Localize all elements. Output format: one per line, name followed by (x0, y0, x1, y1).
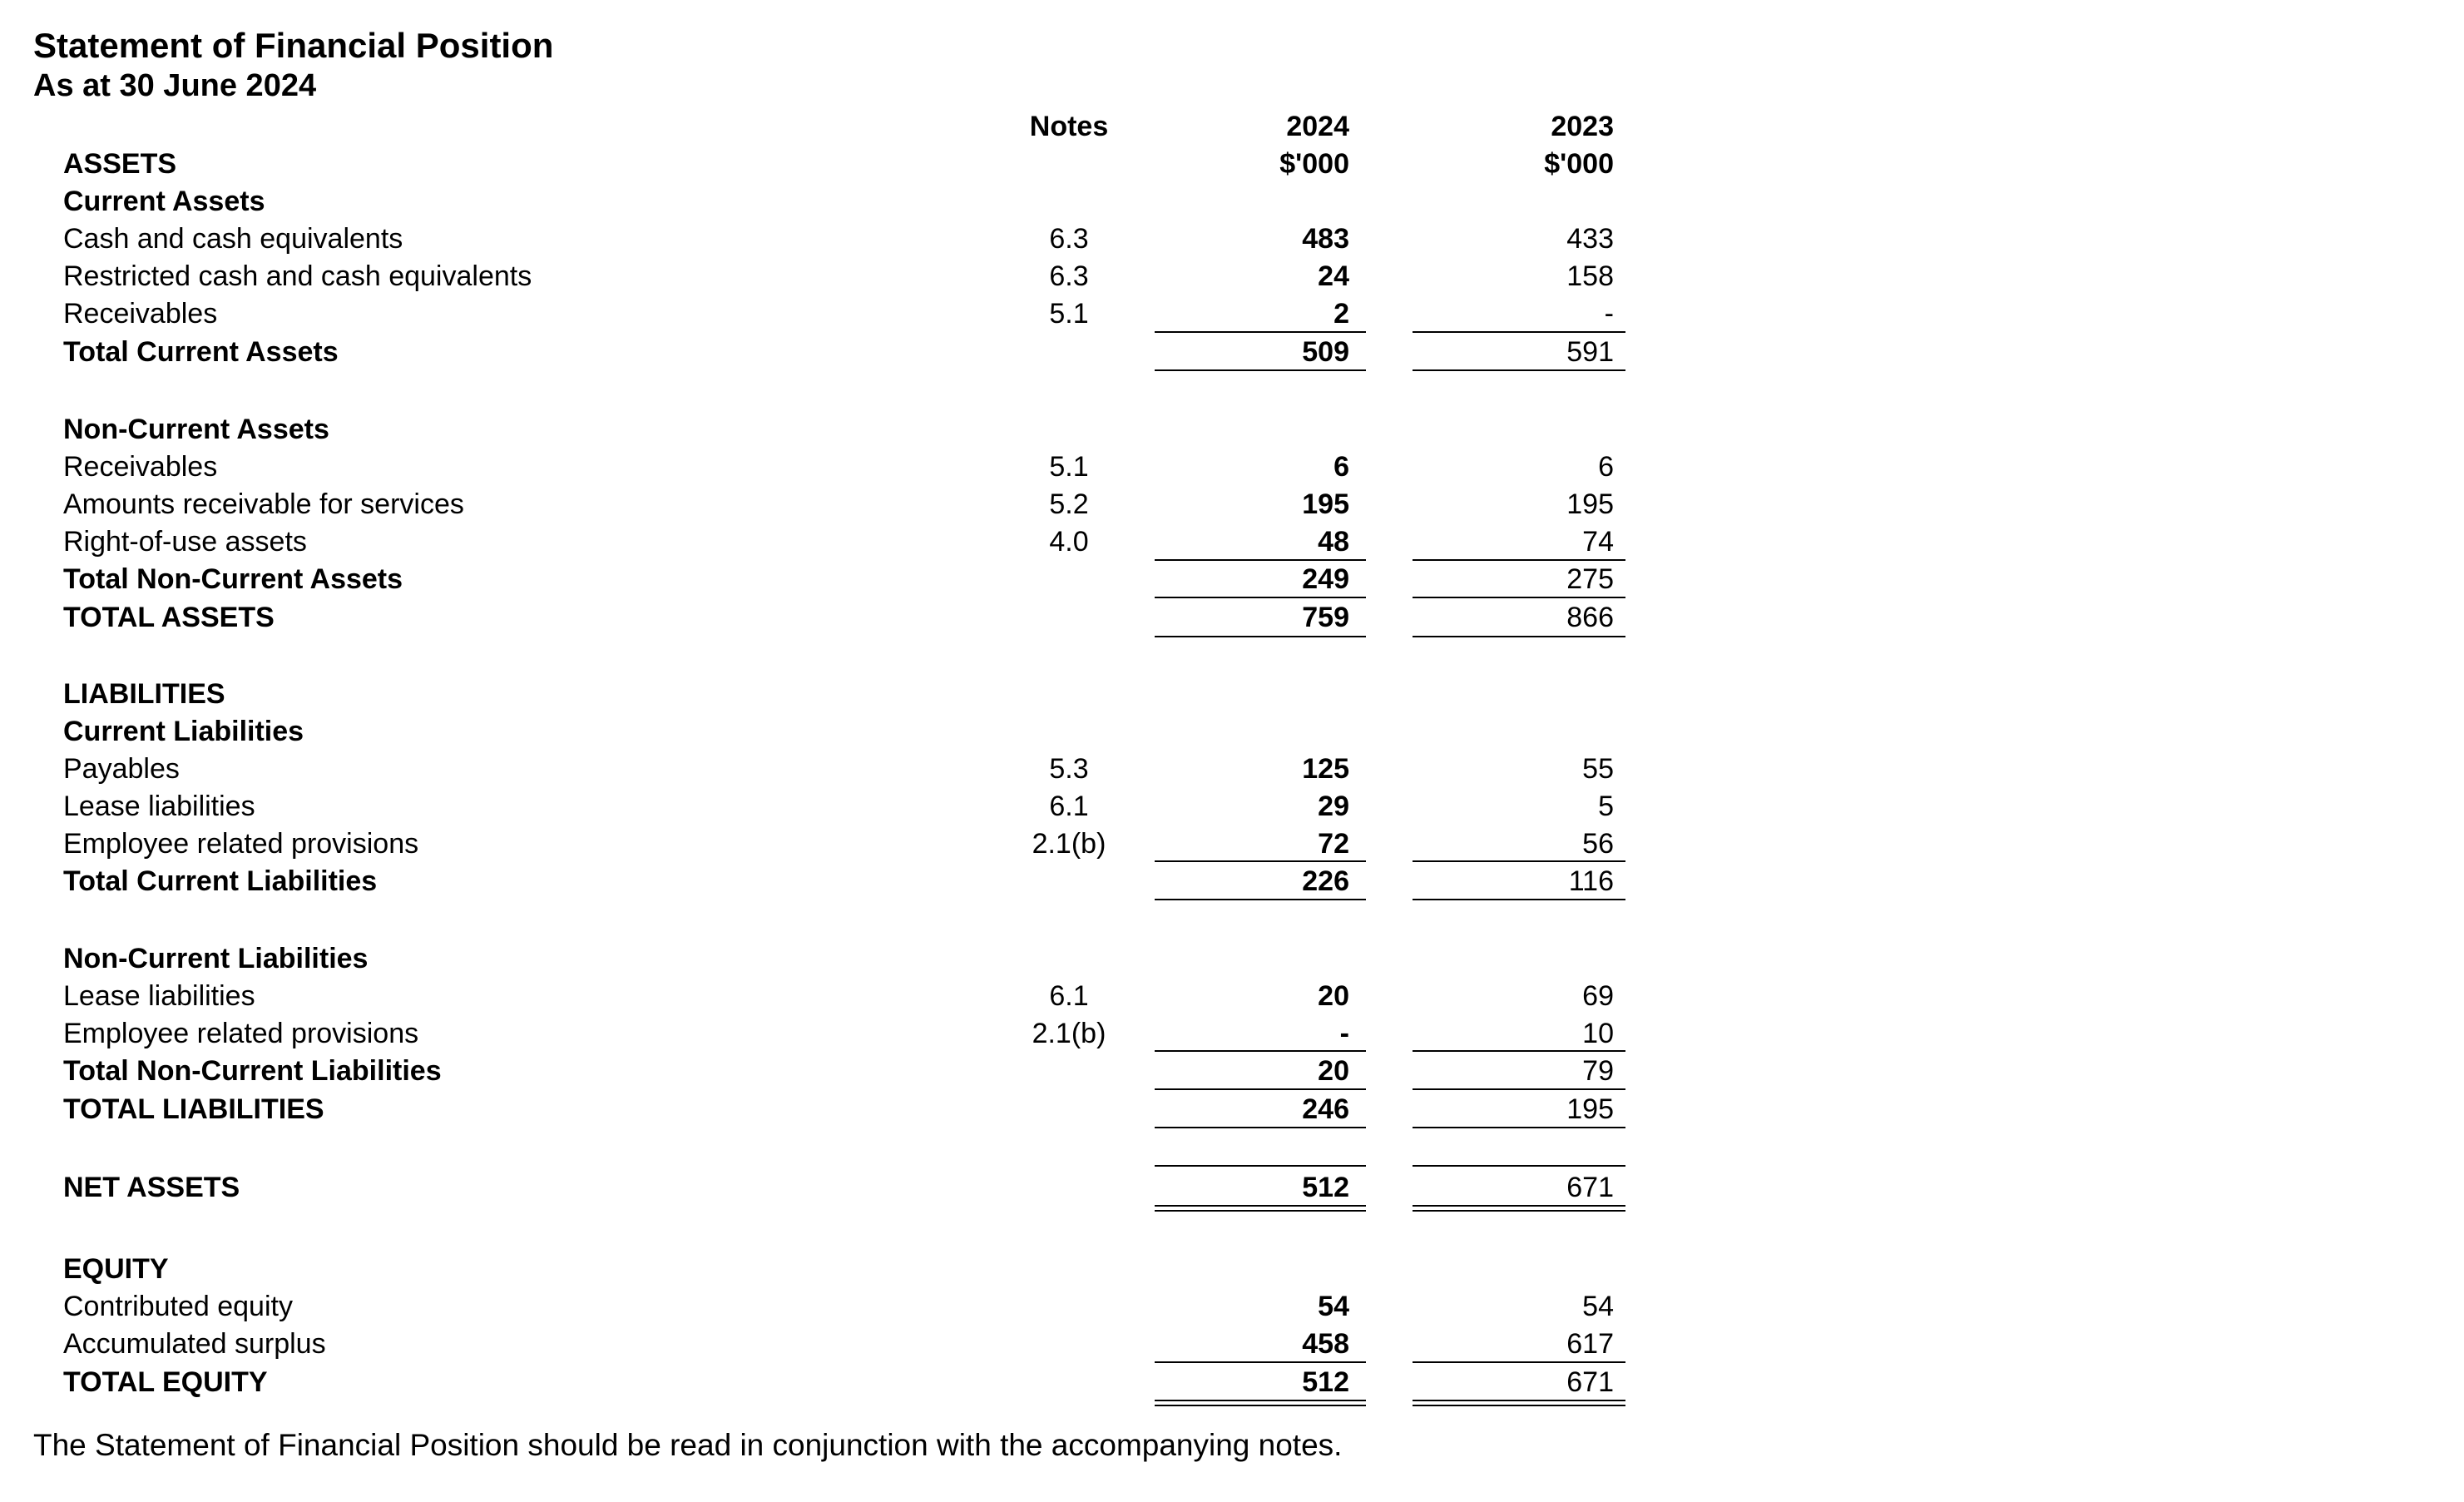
total-row-total-liabilities (0, 1091, 2464, 1128)
table-row (0, 788, 2464, 825)
row-value-2024: 226 (1302, 865, 1349, 897)
table-row (0, 1015, 2464, 1053)
row-note: 4.0 (1049, 526, 1089, 558)
table-row (0, 449, 2464, 486)
row-value-2024: 483 (1302, 223, 1349, 255)
row-value-2023: 10 (1582, 1018, 1614, 1049)
total-rule-2024 (1155, 1127, 1366, 1128)
row-value-2023: 275 (1566, 563, 1614, 595)
row-value-2024: - (1339, 1018, 1349, 1049)
row-value-2023: 116 (1568, 865, 1614, 897)
row-value-2024: 512 (1302, 1366, 1349, 1398)
subtotal-rule-2023 (1413, 1361, 1625, 1363)
row-label: Non-Current Assets (63, 414, 329, 445)
subtotal-rule-2023 (1413, 1050, 1625, 1052)
row-label: LIABILITIES (63, 678, 225, 710)
table-row (0, 258, 2464, 295)
total-rule-2023 (1413, 1127, 1625, 1128)
table-row (0, 295, 2464, 333)
total-row-total-equity (0, 1364, 2464, 1401)
row-value-2023: 591 (1566, 336, 1614, 368)
current-year-unit: $'000 (1279, 148, 1349, 180)
row-label: TOTAL ASSETS (63, 602, 275, 633)
total-rule-2024 (1155, 1088, 1366, 1090)
row-value-2024: 249 (1302, 563, 1349, 595)
row-value-2024: 20 (1318, 980, 1349, 1012)
row-label: Lease liabilities (63, 791, 255, 822)
row-note: 5.1 (1049, 298, 1089, 330)
row-value-2024: 195 (1302, 488, 1349, 520)
section-heading-equity (0, 1251, 2464, 1288)
row-note: 6.1 (1049, 980, 1089, 1012)
subsection-heading-non-current-liabilities (0, 940, 2464, 978)
row-value-2024: 72 (1318, 828, 1349, 860)
statement-title: Statement of Financial Position (33, 26, 554, 65)
row-value-2023: 74 (1582, 526, 1614, 558)
row-value-2024: 48 (1318, 526, 1349, 558)
row-value-2023: 671 (1566, 1366, 1614, 1398)
subtotal-rule-2024 (1155, 860, 1366, 862)
row-label: TOTAL EQUITY (63, 1366, 268, 1398)
row-label: Current Liabilities (63, 716, 304, 747)
double-rule-2024 (1155, 1205, 1366, 1212)
total-rule-2023 (1413, 597, 1625, 598)
net-assets-top-rule-2023 (1413, 1165, 1625, 1167)
row-label: Receivables (63, 451, 218, 483)
row-value-2024: 2 (1333, 298, 1349, 330)
row-value-2023: - (1604, 298, 1614, 330)
section-heading-liabilities (0, 676, 2464, 713)
row-label: ASSETS (63, 148, 177, 180)
table-row (0, 486, 2464, 523)
total-row-non-current-assets (0, 561, 2464, 598)
total-row-current-assets (0, 334, 2464, 371)
row-label: Employee related provisions (63, 828, 419, 860)
row-value-2023: 79 (1582, 1055, 1614, 1087)
row-value-2023: 617 (1566, 1328, 1614, 1360)
subsection-heading-current-liabilities (0, 713, 2464, 751)
row-label: Total Current Assets (63, 336, 339, 368)
row-value-2024: 512 (1302, 1172, 1349, 1203)
row-value-2024: 29 (1318, 791, 1349, 822)
prior-year-header: 2023 (1551, 111, 1614, 142)
table-row (0, 523, 2464, 561)
total-rule-2023 (1413, 636, 1625, 637)
row-value-2023: 866 (1566, 602, 1614, 633)
total-row-total-assets (0, 599, 2464, 637)
row-label: Current Assets (63, 186, 265, 217)
total-row-current-liabilities (0, 863, 2464, 900)
table-row (0, 978, 2464, 1015)
subtotal-rule-2023 (1413, 331, 1625, 333)
row-value-2024: 509 (1302, 336, 1349, 368)
row-label: EQUITY (63, 1253, 169, 1285)
total-rule-2023 (1413, 899, 1625, 900)
row-label: Restricted cash and cash equivalents (63, 260, 532, 292)
double-rule-2024 (1155, 1400, 1366, 1406)
row-label: Cash and cash equivalents (63, 223, 403, 255)
subsection-heading-current-assets (0, 183, 2464, 221)
row-label: Total Non-Current Assets (63, 563, 403, 595)
table-row (0, 1288, 2464, 1326)
row-value-2023: 54 (1582, 1291, 1614, 1322)
row-note: 2.1(b) (1032, 828, 1106, 860)
row-note: 6.1 (1049, 791, 1089, 822)
row-value-2023: 195 (1566, 1093, 1614, 1125)
table-row (0, 751, 2464, 788)
row-value-2024: 125 (1302, 753, 1349, 785)
row-value-2024: 24 (1318, 260, 1349, 292)
row-value-2023: 69 (1582, 980, 1614, 1012)
row-note: 6.3 (1049, 260, 1089, 292)
row-value-2023: 5 (1598, 791, 1614, 822)
row-value-2023: 158 (1566, 260, 1614, 292)
net-assets-top-rule-2024 (1155, 1165, 1366, 1167)
row-value-2023: 195 (1566, 488, 1614, 520)
subsection-heading-non-current-assets (0, 411, 2464, 449)
table-row (0, 1326, 2464, 1363)
row-value-2024: 6 (1333, 451, 1349, 483)
row-label: Non-Current Liabilities (63, 943, 369, 974)
row-label: Accumulated surplus (63, 1328, 326, 1360)
row-label: Payables (63, 753, 180, 785)
row-label: Receivables (63, 298, 218, 330)
statement-date: As at 30 June 2024 (33, 68, 317, 103)
row-label: Total Non-Current Liabilities (63, 1055, 442, 1087)
subtotal-rule-2024 (1155, 1050, 1366, 1052)
row-note: 5.3 (1049, 753, 1089, 785)
table-row (0, 825, 2464, 863)
row-value-2024: 458 (1302, 1328, 1349, 1360)
current-year-header: 2024 (1286, 111, 1349, 142)
row-label: Lease liabilities (63, 980, 255, 1012)
row-label: TOTAL LIABILITIES (63, 1093, 324, 1125)
row-value-2023: 56 (1582, 828, 1614, 860)
row-value-2023: 6 (1598, 451, 1614, 483)
total-rule-2024 (1155, 636, 1366, 637)
row-note: 6.3 (1049, 223, 1089, 255)
row-label: Amounts receivable for services (63, 488, 464, 520)
row-value-2023: 433 (1566, 223, 1614, 255)
prior-year-unit: $'000 (1544, 148, 1614, 180)
total-rule-2023 (1413, 369, 1625, 371)
row-label: Contributed equity (63, 1291, 293, 1322)
row-label: Total Current Liabilities (63, 865, 378, 897)
notes-column-header: Notes (1029, 111, 1109, 142)
total-row-net-assets (0, 1169, 2464, 1207)
total-rule-2024 (1155, 369, 1366, 371)
total-row-non-current-liabilities (0, 1053, 2464, 1090)
subtotal-rule-2023 (1413, 860, 1625, 862)
double-rule-2023 (1413, 1400, 1625, 1406)
total-rule-2024 (1155, 899, 1366, 900)
row-label: Employee related provisions (63, 1018, 419, 1049)
double-rule-2023 (1413, 1205, 1625, 1212)
table-row (0, 221, 2464, 258)
row-value-2024: 759 (1302, 602, 1349, 633)
row-note: 5.1 (1049, 451, 1089, 483)
row-value-2024: 246 (1302, 1093, 1349, 1125)
row-note: 5.2 (1049, 488, 1089, 520)
total-rule-2023 (1413, 1088, 1625, 1090)
row-value-2023: 671 (1566, 1172, 1614, 1203)
row-label: NET ASSETS (63, 1172, 240, 1203)
row-value-2024: 54 (1318, 1291, 1349, 1322)
row-value-2024: 20 (1318, 1055, 1349, 1087)
row-label: Right-of-use assets (63, 526, 307, 558)
subtotal-rule-2024 (1155, 1361, 1366, 1363)
row-note: 2.1(b) (1032, 1018, 1106, 1049)
row-value-2023: 55 (1582, 753, 1614, 785)
section-heading-assets (0, 146, 2464, 183)
subtotal-rule-2024 (1155, 331, 1366, 333)
total-rule-2024 (1155, 597, 1366, 598)
footer-note: The Statement of Financial Position should be read in conjunction with the accompanying notes. (33, 1428, 1343, 1462)
